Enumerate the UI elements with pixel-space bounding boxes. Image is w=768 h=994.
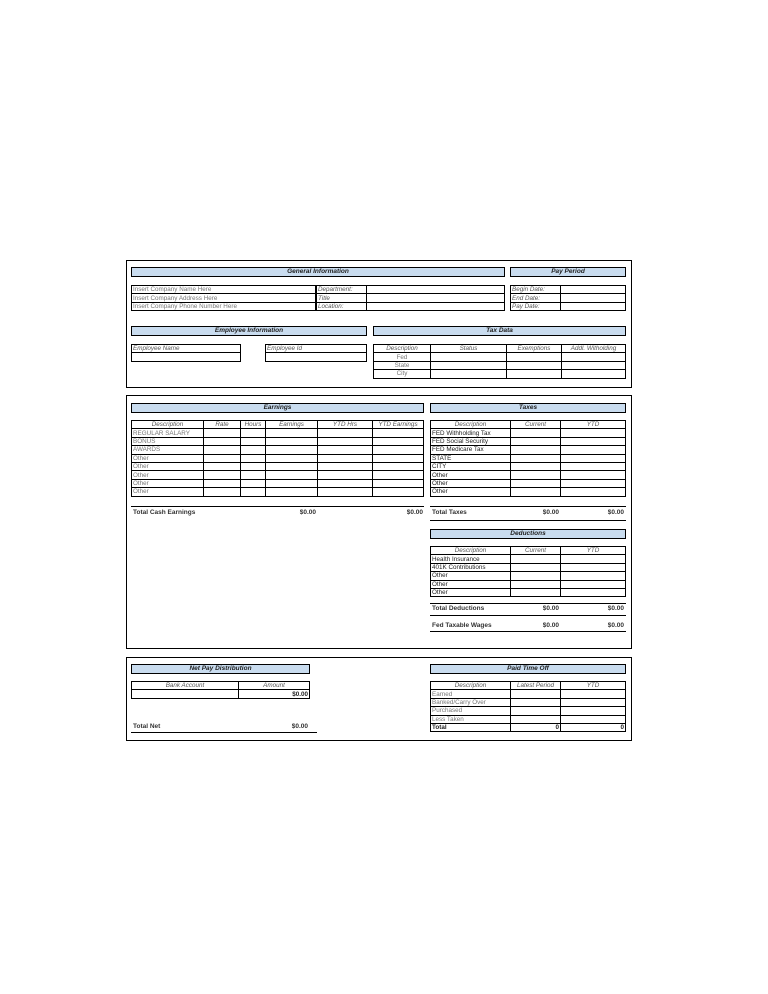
pto-header-ytd: YTD	[561, 682, 626, 690]
pto-header-description: Description	[431, 682, 511, 690]
earnings-row-cell[interactable]	[373, 454, 424, 462]
earnings-row-cell[interactable]	[318, 454, 373, 462]
taxes-row-description[interactable]: CITY	[431, 462, 511, 470]
tax-row-label: Fed	[374, 353, 431, 361]
earnings-row-cell[interactable]	[373, 446, 424, 454]
table-row	[132, 488, 424, 496]
taxes-header: Taxes	[430, 403, 626, 413]
amount-value[interactable]: $0.00	[239, 690, 310, 698]
earnings-header-earnings: Earnings	[266, 421, 318, 429]
earnings-row-description[interactable]: Other	[132, 488, 204, 496]
earnings-row-cell[interactable]	[266, 454, 318, 462]
earnings-row-cell[interactable]	[318, 488, 373, 496]
tax-exemptions-cell[interactable]	[507, 361, 562, 369]
pto-table	[430, 681, 626, 732]
earnings-row-cell[interactable]	[373, 437, 424, 445]
employee-name-label: Employee Name	[132, 345, 241, 353]
earnings-header-hours: Hours	[241, 421, 266, 429]
total-taxes-label: Total Taxes	[432, 509, 467, 516]
earnings-row-cell[interactable]	[373, 462, 424, 470]
earnings-row-cell[interactable]	[318, 429, 373, 437]
taxes-row-cell[interactable]	[561, 437, 626, 445]
taxes-row-description[interactable]: FED Medicare Tax	[431, 446, 511, 454]
taxes-row-cell[interactable]	[561, 429, 626, 437]
deductions-row-cell[interactable]	[561, 572, 626, 580]
pay-period-table	[510, 285, 626, 311]
deductions-row-description[interactable]: Other	[431, 572, 511, 580]
paid-time-off-header: Paid Time Off	[430, 664, 626, 674]
taxes-row-cell[interactable]	[561, 446, 626, 454]
earnings-row-cell[interactable]	[266, 462, 318, 470]
earnings-row-cell[interactable]	[241, 429, 266, 437]
bank-account-header: Bank Account	[132, 682, 239, 690]
deductions-header-current: Current	[511, 547, 561, 555]
deductions-header-ytd: YTD	[561, 547, 626, 555]
earnings-header-ytd-earnings: YTD Earnings	[373, 421, 424, 429]
pto-row-description[interactable]: Less Taken	[431, 715, 511, 723]
deductions-row-description[interactable]: Health Insurance	[431, 555, 511, 563]
deductions-row-description[interactable]: 401K Contributions	[431, 563, 511, 571]
deductions-row-description[interactable]: Other	[431, 588, 511, 596]
earnings-row-cell[interactable]	[266, 446, 318, 454]
table-row	[431, 707, 626, 715]
earnings-row-cell[interactable]	[318, 462, 373, 470]
earnings-row-cell[interactable]	[204, 437, 241, 445]
taxes-row-cell[interactable]	[511, 446, 561, 454]
fed-taxable-line	[430, 631, 626, 632]
pto-header-latest-period: Latest Period	[511, 682, 561, 690]
taxes-row-cell[interactable]	[561, 454, 626, 462]
tax-exemptions-cell[interactable]	[507, 353, 562, 361]
table-row	[374, 353, 626, 361]
employee-id-field[interactable]	[266, 353, 367, 361]
pto-row-cell[interactable]	[511, 698, 561, 706]
table-row	[431, 572, 626, 580]
earnings-row-cell[interactable]	[373, 429, 424, 437]
pto-total-latest: 0	[511, 723, 561, 731]
amount-header: Amount	[239, 682, 310, 690]
deductions-row-cell[interactable]	[511, 563, 561, 571]
tax-withholding-cell[interactable]	[562, 361, 626, 369]
table-row	[132, 437, 424, 445]
fed-taxable-wages-label: Fed Taxable Wages	[432, 622, 492, 629]
earnings-total-line	[131, 506, 424, 507]
earnings-row-cell[interactable]	[266, 471, 318, 479]
total-net-value: $0.00	[291, 723, 308, 730]
table-row	[431, 454, 626, 462]
earnings-row-cell[interactable]	[241, 479, 266, 487]
total-cash-earnings-label: Total Cash Earnings	[133, 509, 196, 516]
earnings-header-ytd-hrs: YTD Hrs	[318, 421, 373, 429]
pto-row-cell[interactable]	[511, 690, 561, 698]
table-row	[431, 437, 626, 445]
begin-date-label: Begin Date:	[511, 286, 561, 294]
taxes-row-cell[interactable]	[511, 454, 561, 462]
location-label: Location:	[317, 302, 367, 310]
fed-taxable-current-value: $0.00	[542, 622, 559, 629]
pto-row-cell[interactable]	[511, 715, 561, 723]
taxes-row-cell[interactable]	[561, 471, 626, 479]
table-row	[431, 429, 626, 437]
employee-id-label: Employee Id	[266, 345, 367, 353]
table-row	[431, 715, 626, 723]
total-ytd-earnings-value: $0.00	[406, 509, 423, 516]
taxes-row-cell[interactable]	[511, 429, 561, 437]
tax-status-cell[interactable]	[431, 361, 507, 369]
title-label: Title	[317, 294, 367, 302]
total-deductions-current-value: $0.00	[542, 605, 559, 612]
table-row	[374, 361, 626, 369]
taxes-row-cell[interactable]	[511, 437, 561, 445]
taxes-row-cell[interactable]	[511, 479, 561, 487]
earnings-header-rate: Rate	[204, 421, 241, 429]
earnings-row-cell[interactable]	[204, 454, 241, 462]
deductions-row-cell[interactable]	[511, 580, 561, 588]
tax-data-header-exemptions: Exemptions	[507, 345, 562, 353]
earnings-row-cell[interactable]	[204, 471, 241, 479]
taxes-total-line-bottom	[430, 520, 626, 521]
pto-row-cell[interactable]	[561, 690, 626, 698]
earnings-row-cell[interactable]	[318, 437, 373, 445]
location-field[interactable]	[367, 302, 505, 310]
earnings-row-description[interactable]: Other	[132, 454, 204, 462]
tax-data-table	[373, 344, 626, 379]
table-row	[132, 429, 424, 437]
pto-row-cell[interactable]	[511, 707, 561, 715]
taxes-row-description[interactable]: STATE	[431, 454, 511, 462]
company-name-field[interactable]: Insert Company Name Here	[132, 286, 316, 294]
company-info-table	[131, 285, 316, 311]
taxes-row-cell[interactable]	[511, 488, 561, 496]
table-row	[132, 479, 424, 487]
earnings-row-cell[interactable]	[241, 454, 266, 462]
earnings-row-description[interactable]: Other	[132, 479, 204, 487]
table-row	[431, 580, 626, 588]
earnings-header: Earnings	[131, 403, 424, 413]
company-address-field[interactable]: Insert Company Address Here	[132, 294, 316, 302]
deductions-total-line-bottom	[430, 615, 626, 616]
table-row	[431, 588, 626, 596]
earnings-row-description[interactable]: BONUS	[132, 437, 204, 445]
taxes-row-description[interactable]: Other	[431, 471, 511, 479]
deductions-row-cell[interactable]	[561, 588, 626, 596]
earnings-row-description[interactable]: REGULAR SALARY	[132, 429, 204, 437]
taxes-total-line-top	[430, 506, 626, 507]
pto-total-row	[431, 723, 626, 731]
employee-information-header: Employee Information	[131, 326, 367, 336]
table-row	[431, 555, 626, 563]
table-row	[431, 488, 626, 496]
earnings-row-cell[interactable]	[373, 471, 424, 479]
company-phone-field[interactable]: Insert Company Phone Number Here	[132, 302, 316, 310]
taxes-row-cell[interactable]	[561, 488, 626, 496]
earnings-row-cell[interactable]	[318, 446, 373, 454]
taxes-row-description[interactable]: Other	[431, 479, 511, 487]
earnings-row-description[interactable]: Other	[132, 471, 204, 479]
fed-taxable-ytd-value: $0.00	[607, 622, 624, 629]
earnings-row-cell[interactable]	[241, 446, 266, 454]
table-row	[132, 462, 424, 470]
pto-total-label: Total	[431, 723, 511, 731]
earnings-row-cell[interactable]	[204, 429, 241, 437]
net-pay-distribution-header: Net Pay Distribution	[131, 664, 310, 674]
deductions-header-description: Description	[431, 547, 511, 555]
earnings-row-cell[interactable]	[266, 429, 318, 437]
title-field[interactable]	[367, 294, 505, 302]
earnings-row-cell[interactable]	[266, 437, 318, 445]
table-row	[431, 471, 626, 479]
earnings-row-cell[interactable]	[241, 471, 266, 479]
table-row	[431, 462, 626, 470]
department-table	[316, 285, 505, 311]
pto-row-description[interactable]: Purchased	[431, 707, 511, 715]
deductions-total-line-top	[430, 603, 626, 604]
pto-row-description[interactable]: Banked/Carry Over	[431, 698, 511, 706]
end-date-field[interactable]	[561, 294, 626, 302]
department-label: Department:	[317, 286, 367, 294]
earnings-row-cell[interactable]	[241, 437, 266, 445]
total-net-label: Total Net	[133, 723, 161, 730]
taxes-table	[430, 420, 626, 497]
employee-name-table	[131, 344, 241, 362]
table-row	[431, 479, 626, 487]
tax-exemptions-cell[interactable]	[507, 370, 562, 378]
pto-rows	[431, 690, 626, 724]
pay-date-label: Pay Date:	[511, 302, 561, 310]
earnings-row-description[interactable]: AWARDS	[132, 446, 204, 454]
pay-period-header: Pay Period	[510, 267, 626, 277]
earnings-row-cell[interactable]	[204, 462, 241, 470]
taxes-row-cell[interactable]	[511, 471, 561, 479]
pto-row-cell[interactable]	[561, 698, 626, 706]
pto-row-cell[interactable]	[561, 707, 626, 715]
total-taxes-current-value: $0.00	[542, 509, 559, 516]
deductions-row-cell[interactable]	[561, 555, 626, 563]
table-row	[374, 370, 626, 378]
deductions-row-cell[interactable]	[511, 555, 561, 563]
earnings-row-cell[interactable]	[318, 471, 373, 479]
employee-name-field[interactable]	[132, 353, 241, 361]
earnings-row-cell[interactable]	[373, 488, 424, 496]
total-taxes-ytd-value: $0.00	[607, 509, 624, 516]
taxes-row-cell[interactable]	[561, 479, 626, 487]
deductions-row-cell[interactable]	[561, 563, 626, 571]
earnings-rows	[132, 429, 424, 496]
tax-row-label: State	[374, 361, 431, 369]
tax-row-label: City	[374, 370, 431, 378]
table-row	[132, 471, 424, 479]
deductions-row-cell[interactable]	[511, 588, 561, 596]
deductions-table	[430, 546, 626, 597]
deductions-rows	[431, 555, 626, 597]
earnings-header-description: Description	[132, 421, 204, 429]
table-row	[431, 698, 626, 706]
pay-date-field[interactable]	[561, 302, 626, 310]
deductions-header: Deductions	[430, 529, 626, 539]
taxes-row-description[interactable]: Other	[431, 488, 511, 496]
earnings-row-cell[interactable]	[204, 446, 241, 454]
end-date-label: End Date:	[511, 294, 561, 302]
deductions-row-description[interactable]: Other	[431, 580, 511, 588]
earnings-table	[131, 420, 424, 497]
total-deductions-ytd-value: $0.00	[607, 605, 624, 612]
earnings-row-cell[interactable]	[241, 462, 266, 470]
employee-id-table	[265, 344, 367, 362]
tax-withholding-cell[interactable]	[562, 370, 626, 378]
tax-status-cell[interactable]	[431, 370, 507, 378]
pto-row-cell[interactable]	[561, 715, 626, 723]
net-pay-table	[131, 681, 310, 699]
earnings-row-description[interactable]: Other	[132, 462, 204, 470]
taxes-row-description[interactable]: FED Withholding Tax	[431, 429, 511, 437]
taxes-row-cell[interactable]	[561, 462, 626, 470]
deductions-row-cell[interactable]	[561, 580, 626, 588]
deductions-row-cell[interactable]	[511, 572, 561, 580]
tax-data-header-description: Description	[374, 345, 431, 353]
total-deductions-label: Total Deductions	[432, 605, 485, 612]
tax-data-header-status: Status	[431, 345, 507, 353]
tax-status-cell[interactable]	[431, 353, 507, 361]
taxes-header-description: Description	[431, 421, 511, 429]
begin-date-field[interactable]	[561, 286, 626, 294]
table-row	[431, 446, 626, 454]
taxes-row-cell[interactable]	[511, 462, 561, 470]
earnings-row-cell[interactable]	[266, 488, 318, 496]
bank-account-field[interactable]	[132, 690, 239, 698]
earnings-row-cell[interactable]	[204, 488, 241, 496]
tax-data-header-withholding: Addl. Witholding	[562, 345, 626, 353]
taxes-rows	[431, 429, 626, 496]
taxes-row-description[interactable]: FED Social Security	[431, 437, 511, 445]
total-net-line	[131, 732, 317, 733]
earnings-row-cell[interactable]	[241, 488, 266, 496]
earnings-row-cell[interactable]	[204, 479, 241, 487]
table-row	[132, 446, 424, 454]
table-row	[132, 690, 310, 698]
tax-data-header: Tax Data	[373, 326, 626, 336]
taxes-header-current: Current	[511, 421, 561, 429]
table-row	[431, 690, 626, 698]
pto-total-ytd: 0	[561, 723, 626, 731]
department-field[interactable]	[367, 286, 505, 294]
total-earnings-value: $0.00	[299, 509, 316, 516]
tax-withholding-cell[interactable]	[562, 353, 626, 361]
table-row	[132, 454, 424, 462]
general-information-header: General Information	[131, 267, 505, 277]
earnings-row-cell[interactable]	[266, 479, 318, 487]
earnings-row-cell[interactable]	[318, 479, 373, 487]
taxes-header-ytd: YTD	[561, 421, 626, 429]
pto-row-description[interactable]: Earned	[431, 690, 511, 698]
earnings-row-cell[interactable]	[373, 479, 424, 487]
table-row	[431, 563, 626, 571]
